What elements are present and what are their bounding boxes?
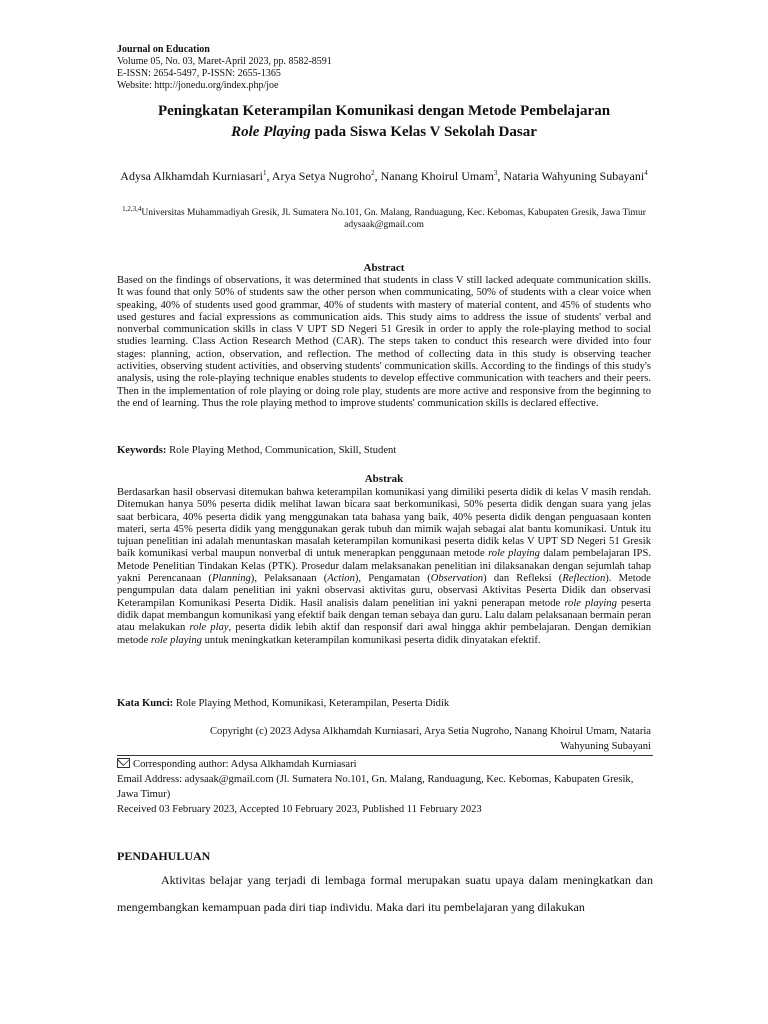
abstrak-italic: Reflection [562,573,606,585]
abstrak-part: Berdasarkan hasil observasi ditemukan bahwa keterampilan komunikasi yang dimiliki peserta didik di kelas V masih rendah. Ditemukan hanya 50% peserta didik melihat lawan bicara saat berkomunikasi, 50% peserta didik dengan suara yang jelas saat berbicara, 40% peserta didik yang menggunakan tata bahasa yang baik, 40% peserta didik dengan penguasaan konten materi, serta 45% peserta didik yang menggunakan gerak tubuh dan mimik wajah sebagai alat bantu komunikasi. Untuk itu tujuan penelitian ini adalah menuntaskan masalah keterampilan komunikasi peserta didik kelas V UPT SD Negeri 51 Gresik baik komunikasi verbal maupun nonverbal di untuk menerapkan penggunaan metode [117,487,651,560]
corresponding-author: Corresponding author: Adysa Alkhamdah Kurniasari [133,759,357,770]
abstrak-part: ), Pelaksanaan ( [250,573,328,585]
introduction-text: Aktivitas belajar yang terjadi di lembaga formal merupakan suatu upaya dalam meningkatkan dan mengembangkan kemampuan pada diri tiap individu. Maka dari itu pembelajaran yang dilakukan [117,873,653,914]
keywords-label: Keywords: [117,445,167,456]
copyright-line-2: Wahyuning Subayani [560,741,651,752]
affiliation-sup: 1,2,3,4 [122,204,142,213]
abstrak-text [117,487,651,647]
abstrak-italic: Planning [211,573,251,585]
copyright-notice [117,724,651,754]
author-4-sup: 4 [644,169,648,177]
abstrak-part: ). Metode pengumpulan data dalam penelitian ini yakni observasi aktivitas guru, observasi Aktivitas Peserta Didik dan observasi Keterampilan Komunikasi Peserta Didik. Hasil analisis dalam penelitian ini yakni penerapan metode [117,573,652,609]
correspondence-block [117,757,651,817]
author-1: Adysa Alkhamdah Kurniasari [120,169,263,183]
abstrak-italic: role playing [488,548,540,560]
abstrak-part: dalam pembelajaran IPS. Metode Penelitian Tindakan Kelas (PTK). Prosedur dalam melaksanakan penelitian ini dilaksanakan dengan sejumlah tahap yakni Perencanaan ( [117,548,651,585]
title-italic: Role Playing [231,124,311,140]
author-4: Nataria Wahyuning Subayani [503,169,645,183]
title-line-2 [117,122,651,143]
publication-dates: Received 03 February 2023, Accepted 10 February 2023, Published 11 February 2023 [117,804,482,815]
author-3: Nanang Khoirul Umam [380,169,494,183]
abstrak-part: untuk meningkatkan keterampilan komunikasi peserta didik dinyatakan efektif. [201,634,541,646]
journal-name: Journal on Education [117,44,210,55]
abstrak-italic: role play [189,622,229,634]
abstrak-italic: Observation [430,573,484,585]
author-2: Arya Setya Nugroho [271,169,372,183]
journal-issn: E-ISSN: 2654-5497, P-ISSN: 2655-1365 [117,68,281,79]
abstract-text: Based on the findings of observations, it was determined that students in class V still lacked adequate communication skills. It was found that only 50% of students saw the other person when communicating, 50% of students with a clear voice when speaking, 40% of students used good grammar, 40% of students with mastery of material content, and 45% of students who used gestures and facial expressions as communication aids. This study aims to address the issue of students' verbal and nonverbal communication skills in class V UPT SD Negeri 51 Gresik in order to apply the role-playing method to social studies learning. Class Action Research Method (CAR). The steps taken to conduct this research were divided into four stages: planning, action, observation, and reflection. The method of collecting data in this study is observing teacher activities, observing student activities, and observing students' communication skills. According to the findings of this study's analysis, using the role-playing technique enables students to develop effective communication with teachers and their peers. Then in the implementation of role playing or doing role play, students are more active and responsive from the beginning to the end of learning. Thus the role playing method to improve students' communication skills is declared effective. [117,275,651,409]
kata-kunci-label: Kata Kunci: [117,698,174,709]
author-list: Adysa Alkhamdah Kurniasari$^1$, Arya Setya Nugroho$^2$, Nanang Khoirul Umam$^3$, Nataria Wahyuning Subayani$^4$ [120,169,648,183]
title-line-2-rest: pada Siswa Kelas V Sekolah Dasar [310,124,537,140]
corresponding-email: Email Address: adysaak@gmail.com (Jl. Sumatera No.101, Gn. Malang, Randuagung, Kec. Kebomas, Kabupaten Gresik, Jawa Timur) [117,774,634,800]
keywords-text: Role Playing Method, Communication, Skill, Student [166,445,397,456]
paper-title [117,101,651,143]
journal-website: Website: http://jonedu.org/index.php/joe [117,80,279,91]
abstrak-part: ), Pengamatan ( [354,573,431,585]
author-3-sup: 3 [493,169,498,177]
affiliation-text: Universitas Muhammadiyah Gresik, Jl. Sumatera No.101, Gn. Malang, Randuagung, Kec. Kebomas, Kabupaten Gresik, Jawa Timur [141,208,646,218]
abstrak-part: ) dan Refleksi ( [483,573,563,585]
abstrak-part: , peserta didik lebih aktif dan responsif dari awal hingga akhir pembelajaran. Dengan demikian metode [117,622,652,646]
kata-kunci [117,697,651,710]
affiliation-email: adysaak@gmail.com [344,220,424,230]
abstrak-part: peserta didik dapat membangun komunikasi yang efektif baik dengan teman sebaya dan guru. Lalu dalam pelaksanaan bermain peran atau melakukan [117,597,651,634]
author-1-sup: 1 [262,169,267,177]
journal-volume: Volume 05, No. 03, Maret-April 2023, pp. 8582-8591 [117,56,332,67]
envelope-icon [117,758,130,768]
journal-header [117,44,657,92]
kata-kunci-text: Role Playing Method, Komunikasi, Keterampilan, Peserta Didik [173,698,450,709]
abstrak-heading: Abstrak [364,473,404,485]
keywords [117,444,651,457]
abstrak-italic: role playing [150,634,202,646]
abstract-heading: Abstract [363,262,405,274]
copyright-line-1: Copyright (c) 2023 Adysa Alkhamdah Kurniasari, Arya Setia Nugroho, Nanang Khoirul Umam, Nataria [209,726,651,737]
abstrak-italic: role playing [564,597,617,609]
abstrak-italic: Action [327,573,355,585]
introduction-paragraph [117,867,653,921]
section-heading-pendahuluan: PENDAHULUAN [117,849,211,863]
title-line-1: Peningkatan Keterampilan Komunikasi dengan Metode Pembelajaran [157,103,611,119]
author-2-sup: 2 [371,169,375,177]
affiliation [117,204,651,231]
divider [117,755,653,756]
